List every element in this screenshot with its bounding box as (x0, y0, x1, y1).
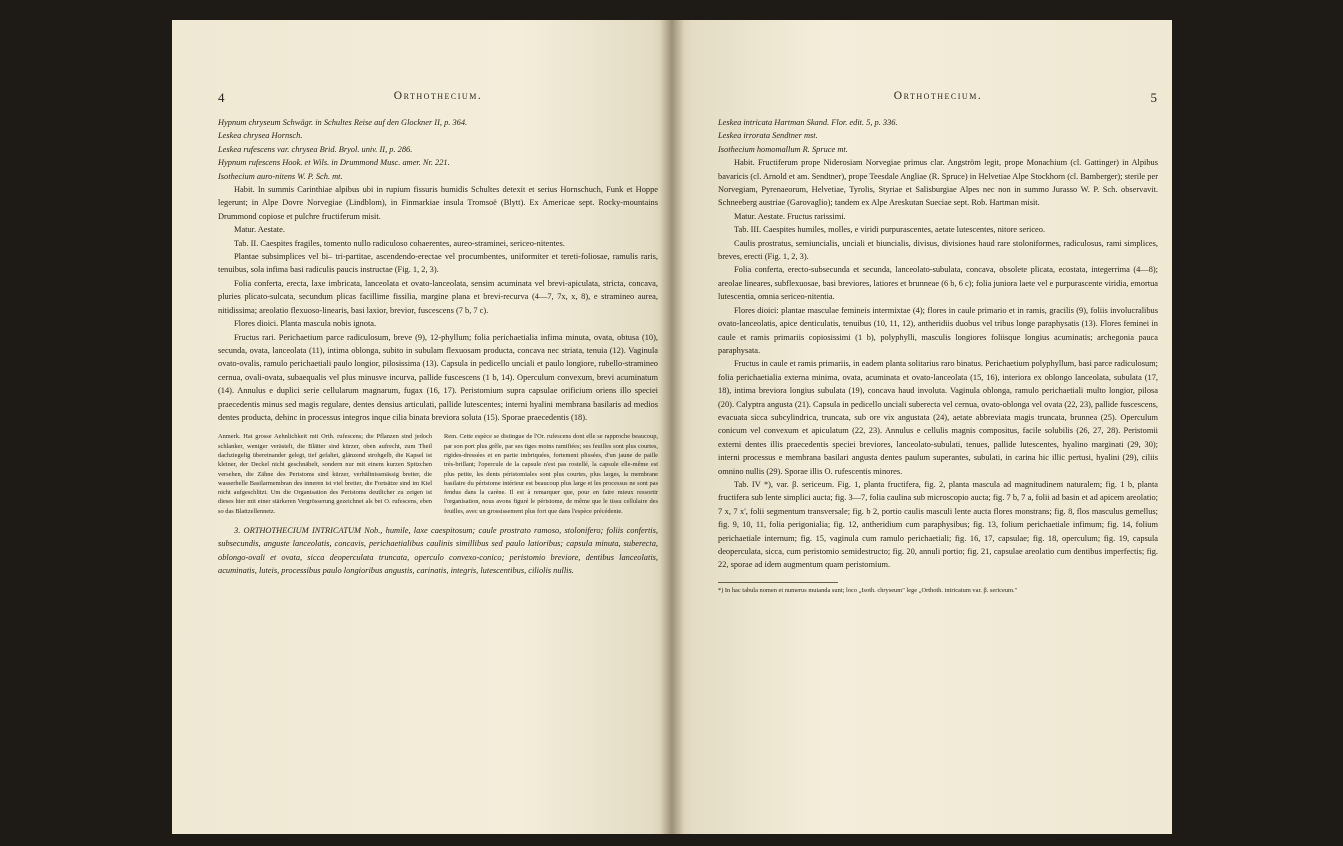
note-french: Rem. Cette espèce se distingue de l'Or. rufescens dont elle se rapproche beaucoup, par son port plus grêle, par ses tiges moins ramifiées; ses feuilles sont plus courtes, rigides-dressées et en partie imbriquées, fortement plissées, d'un jaune de paille très-brillant; l'opercule de la capsule n'est pas rostellé, la capsule elle-même est plus petite, les dents péristomiales sont plus courtes, plus larges, la membrane basilaire du péristome intérieur est beaucoup plus large et les processus ne sont pas fendus dans la carène. Il est à remarquer que, pour en faire mieux ressortir l'organisation, nous avons figuré le péristome, de même que le tissu cellulaire des feuilles, avec un grossissement plus fort que dans l'espèce précédente. (444, 433, 658, 515)
synonym-line: Hypnum rufescens Hook. et Wils. in Drummond Musc. amer. Nr. 221. (218, 158, 450, 168)
description-paragraph: Fructus in caule et ramis primariis, in eadem planta solitarius raro binatus. Perichaetium polyphyllum, basi parce radiculosum; folia perichaetialia externa minima, ovata, acuminata et ovato-lanceolata (15, 16), interiora ex oblongo lanceolata, subulata (17, 18), intima breviora longius subulata (19), concava haud involuta. Vaginula oblonga, ramulo perichaetiali multo longior, pilosa (20). Calyptra angusta (21). Capsula in pedicello unciali suberecta vel cernua, ovato-oblonga vel ovata (22, 23), pallide fuscescens, evacuata sicca subcylindrica, truncata, sub ore vix angustata (24), aetate abbreviata magis truncata, brunnea (25). Operculum conicum vel convexum et apiculatum (22, 23). Annulus e cellulis magnis compositus, facile solubilis (26, 27, 28). Peristomii externi dentes illis praecedentis speciei breviores, lanceolato-subulati, tenues, pallide lutescentes, hyalino marginati (29, 30); interni processus e membrana basilari angusta dentes paulum superantes, subulati, in carina hic illic pertusi, hyalini (29), ciliis omnino nullis (29). Sporae illis O. rufescentis minores. (718, 359, 1158, 476)
description-paragraph: Flores dioici. Planta mascula nobis ignota. (234, 319, 377, 329)
description-paragraph: Tab. II. Caespites fragiles, tomento nullo radiculoso cohaerentes, aureo-straminei, sericeo-nitentes. (234, 238, 565, 248)
footnote: *) In hac tabula nomen et numerus mutanda sunt; loco „Isoth. chryseum" lege „Orthoth. intricatum var. β. sericeum." (718, 586, 1018, 594)
left-page (172, 20, 672, 834)
synonym-line: Isothecium homomallum R. Spruce mt. (718, 144, 848, 154)
description-paragraph: Folia conferta, erecto-subsecunda et secunda, lanceolato-subulata, concava, obsolete plicata, ecostata, integerrima (4—8); areolae lineares, subflexuosae, basi breviores, latiores et brunneae (6 b, 6 c); folia juniora laete vel e purpurascente viridia, emortua lutescentia, omnia sericeo-nitentia. (718, 265, 1158, 302)
synonym-line: Leskea irrorata Sendtner mst. (718, 131, 818, 141)
description-paragraph: Fructus rari. Perichaetium parce radiculosum, breve (9), 12-phyllum; folia perichaetialia infima minuta, ovata, obtusa (10), secunda, ovata, lanceolata (11), intima oblonga, subito in subulam flexuosam producta, concava nec striata, tenuia (12). Vaginula ovato-ovalis, ramulo perichaetiali paulo longior, pilosissima (13). Capsula in pedicello unciali et paulo longiore, rubello-stramineo cernua, ovali-ovata, subaequalis vel plus minusve incurva, pallide fuscescens (1 b, 14). Operculum convexum, brevi acuminatum (14). Annulus e duplici serie cellularum magnarum, fugax (16, 17). Peristomium supra capsulae orificium oriens illo speciei praecedentis minus sed magis regulare, dentes densius articulati, pallide lutescentes; interni hyalini membrana basilaris ad medios dentes producta, dehinc in processus integros inque cilia binata breviora soluta (15). Sporae praecedentis (18). (218, 332, 658, 422)
notes-columns (218, 432, 658, 516)
synonym-line: Leskea intricata Hartman Skand. Flor. edit. 5, p. 336. (718, 118, 898, 127)
page-number-right: 5 (1150, 90, 1158, 105)
synonym-line: Leskea rufescens var. chrysea Brid. Bryol. univ. II, p. 286. (218, 144, 413, 154)
maturity-line: Matur. Aestate. Fructus rarissimi. (734, 211, 846, 221)
synonym-line: Leskea chrysea Hornsch. (218, 131, 303, 141)
note-german: Anmerk. Hat grosse Aehnlichkeit mit Orth. rufescens; die Pflanzen sind jedoch schlanker, weniger verästelt, die Blätter sind kürzer, oben aufrecht, zum Theil dachziegelig übereinander gelegt, tief gefaltet, glänzend strohgelb, die Kapsel ist kleiner, der Deckel nicht geschnäbelt, sondern nur mit einem kurzen Spitzchen versehen, die Zähne des Peristoms sind kürzer, verhältnissmässig breiter, die wasserhelle Basilarmembran des inneren ist viel breiter, die Fortsätze sind im Kiel nicht aufgeschlitzt. Um die Organisation des Peristoms deutlicher zu zeigen ist dieses hier mit einer stärkeren Vergrösserung gezeichnet als bei O. rufescens, eben so das Blattzellennetz. (218, 433, 432, 515)
description-paragraph: Caulis prostratus, semiuncialis, unciali et biuncialis, divisus, divisiones haud rare stoloniformes, radiculosus, rami simplices, breves, erecti (Fig. 1, 2, 3). (718, 238, 1158, 262)
species-heading: 3. ORTHOTHECIUM INTRICATUM Nob., humile, laxe caespitosum; caule prostrato ramoso, stolonifero; foliis confertis, subsecundis, anguste lanceolatis, concavis, perichaetialibus caulinis simillibus sed paulo latioribus; capsula minuta, suberecta, oblongo-ovali et ovata, sicca deoperculata truncata, operculo convexo-conico; peristomio breviore, dentibus lanceolatis, acuminatis, luteis, processibus paulo longioribus angustis, carinatis, integris, lutescentibus, ciliolis nullis. (218, 526, 658, 576)
page-number-left: 4 (218, 90, 226, 105)
synonym-line: Hypnum chryseum Schwägr. in Schultes Reise auf den Glockner II, p. 364. (218, 118, 468, 127)
description-paragraph: Tab. III. Caespites humiles, molles, e viridi purpurascentes, aetate lutescentes, nitore sericeo. (734, 225, 1046, 235)
right-page (672, 20, 1172, 834)
description-paragraph: Flores dioici: plantae masculae femineis intermixtae (4); flores in caule primario et in ramis, gracilis (9), foliis involucralibus ovato-lanceolatis, apice denticulatis, tenuibus (10, 11, 12), antheridiis duobus vel tribus longe paraphysatis (13). Flores feminei in caule et ramis primariis copiosissimi (1 b), polyphylli, masculis longiores foliisque longius acuminatis; archegonia pauca paraphysata. (718, 305, 1158, 355)
book-gutter (660, 20, 684, 834)
plate-explanation: Tab. IV *), var. β. sericeum. Fig. 1, planta fructifera, fig. 2, planta mascula ad magnitudinem naturalem; fig. 1 b, planta fructifera sub lente simplici aucta; fig. 3—7, folia caulina sub microscopio aucta; fig. 7 b, 7 a, folii ad basin et ad apicem areolatio; 7 x, 7 x', folii segmentum transversale; fig. b 2, portio caulis masculi lente aucta flores monstrans; fig. 8, flos masculus gemellus; fig. 9, 10, 11, folia perigonialia; fig. 12, antheridium cum paraphysibus; fig. 13, folium perichaetiale infimum; fig. 14, folium perichaetiale internum; fig. 15, vaginula cum ramulo perichaetiali; fig. 16, 17, capsulae; fig. 18, operculum; fig. 19, capsula deoperculata, sicca, cum peristomio semidestructo; fig. 20, annuli portio; fig. 21, capsulae areolatio cum dentibus imperfectis; fig. 22, sporae ad idem augmentum quam peristomium. (718, 479, 1158, 570)
maturity-line: Matur. Aestate. (234, 225, 285, 235)
running-title-right: Orthothecium. (893, 90, 983, 102)
description-paragraph: Folia conferta, erecta, laxe imbricata, lanceolata et ovato-lanceolata, sensim acuminata vel brevi-apiculata, stricta, concava, pluries plicato-sulcata, secundum plicas facillime fissilia, margine plana et brevi-recurva (4—7, 7x, x, 8), e stramineo aurea, nitidissima; areolatio flexuoso-linearis, basi laxior, brevior, fuscescens (7 b, 7 c). (218, 278, 658, 315)
running-title-left: Orthothecium. (393, 90, 483, 102)
left-page-text (218, 116, 658, 578)
right-page-text (718, 116, 1158, 595)
running-header-left (218, 90, 658, 106)
habitat-paragraph: Habit. Fructiferum prope Niderosiam Norvegiae primus clar. Angström legit, prope Monachium (cl. Gattinger) in Alpibus bavaricis (cl. Arnold et am. Sendtner), prope Teesdale Angliae (R. Spruce) in Helvetiae Alpe Stockhorn (cl. Bamberger); sterile per Norvegiam, Pyrenaeorum, Helvetiae, Tyrolis, Styriae et Salisburgiae Alpes nec non in summo Jurasso W. P. Sch. observavit. Schneeberg austriae (Garovaglio); tandem ex Alpe Areskutan Sueciae sept. Rob. Hartman misit. (718, 158, 1158, 208)
running-header-right (718, 90, 1158, 106)
description-paragraph: Plantae subsimplices vel bi– tri-partitae, ascendendo-erectae vel procumbentes, uniformiter et tereti-foliosae, ramulis raris, tenuibus, sola infima basi radiculis paucis instructae (Fig. 1, 2, 3). (218, 252, 658, 275)
habitat-paragraph: Habit. In summis Carinthiae alpibus ubi in rupium fissuris humidis Schultes detexit et serius Hornschuch, Funk et Hoppe legerunt; in Alpe Dovre Norvegiae (Lindblom), in Finmarkiae insula Tromsoë (Blytt). Ex Americae sept. Rocky-mountains Drummond copiose et pulchre fructiferum misit. (218, 185, 658, 221)
synonym-line: Isothecium auro-nitens W. P. Sch. mt. (218, 171, 343, 181)
